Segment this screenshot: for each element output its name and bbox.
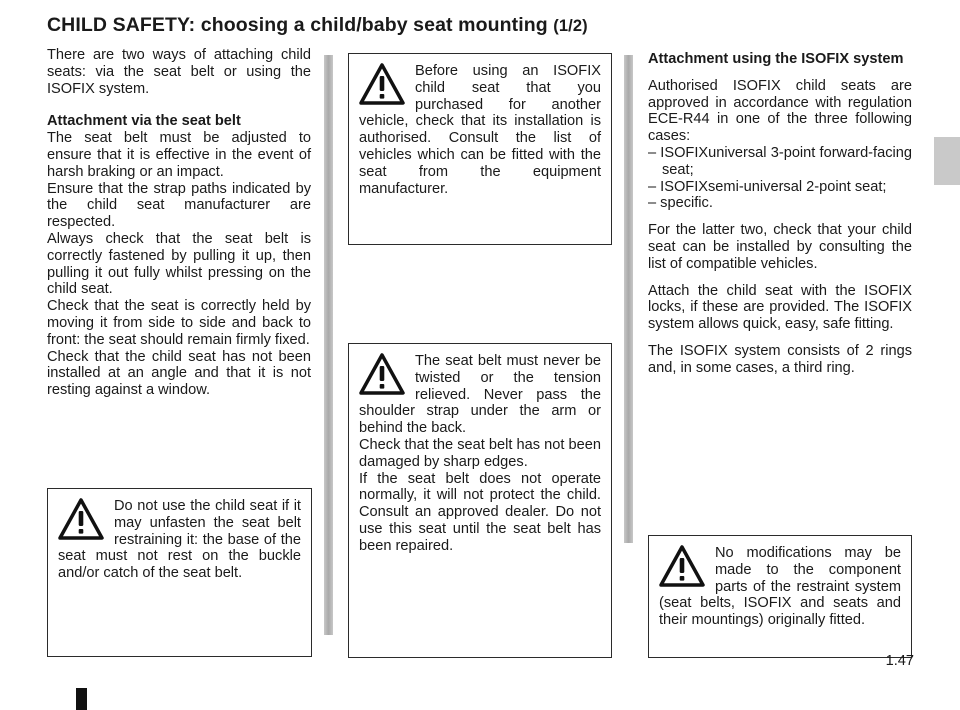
seatbelt-paragraph: Check that the seat is correctly held by moving it from side to side and back to front: the seat should remain firmly fixed. — [47, 298, 311, 348]
seatbelt-paragraph: Check that the child seat has not been installed at an angle and that it is not resting against a window. — [47, 348, 311, 399]
list-item: – ISOFIXuniversal 3-point forward-facing seat; — [648, 144, 912, 178]
column-divider-left — [324, 55, 333, 635]
warning-text: Before using an ISOFIX child seat that you purchased for another vehicle, check that its installation is authorised. Consult the list of vehicles which can be fitted with the seat from the equipment manufacturer. — [359, 63, 601, 197]
column-seatbelt — [47, 47, 311, 399]
warning-text: If the seat belt does not operate normally, it will not protect the child. Consult an approved dealer. Do not use this seat until the seat belt has been repaired. — [359, 470, 601, 554]
warning-box-no-modifications — [648, 535, 912, 658]
title-part-indicator: (1/2) — [553, 17, 588, 35]
isofix-paragraph: For the latter two, check that your child seat can be installed by consulting the list of compatible vehicles. — [648, 222, 912, 272]
page-number: 1.47 — [885, 653, 914, 669]
warning-text: The seat belt must never be twisted or the tension relieved. Never pass the shoulder strap under the arm or behind the back. — [359, 353, 601, 437]
intro-paragraph: There are two ways of attaching child seats: via the seat belt or using the ISOFIX system. — [47, 47, 311, 97]
list-item: – specific. — [648, 195, 713, 212]
seatbelt-paragraph: Always check that the seat belt is correctly fastened by pulling it up, then pulling it out fully whilst pressing on the child seat. — [47, 230, 311, 298]
warning-triangle-icon — [359, 63, 405, 105]
warning-triangle-icon — [659, 545, 705, 587]
warning-triangle-icon — [58, 498, 104, 540]
isofix-paragraph: The ISOFIX system consists of 2 rings and, in some cases, a third ring. — [648, 342, 912, 376]
isofix-intro: Authorised ISOFIX child seats are approved in accordance with regulation ECE-R44 in one of the three following cases: — [648, 77, 912, 145]
section-tab-marker — [934, 137, 960, 185]
seatbelt-paragraph: The seat belt must be adjusted to ensure that it is effective in the event of harsh braking or an impact. — [47, 130, 311, 180]
warning-box-seat-base — [47, 488, 312, 657]
seatbelt-paragraph: Ensure that the strap paths indicated by the child seat manufacturer are respected. — [47, 180, 311, 231]
isofix-heading: Attachment using the ISOFIX system — [648, 51, 904, 67]
warning-text: No modifications may be made to the component parts of the restraint system (seat belts, ISOFIX and seats and their mountings) originally fitted. — [659, 545, 901, 629]
warning-triangle-icon — [359, 353, 405, 395]
warning-box-isofix-purchase — [348, 53, 612, 245]
column-isofix — [648, 51, 912, 377]
warning-box-belt-condition — [348, 343, 612, 658]
title-main: CHILD SAFETY: choosing a child/baby seat mounting — [47, 14, 548, 36]
list-item: – ISOFIXsemi-universal 2-point seat; — [648, 178, 887, 195]
corner-crop-mark — [76, 688, 87, 710]
warning-text: Check that the seat belt has not been damaged by sharp edges. — [359, 436, 601, 470]
isofix-paragraph: Attach the child seat with the ISOFIX locks, if these are provided. The ISOFIX system allows quick, easy, safe fitting. — [648, 282, 912, 333]
column-divider-right — [624, 55, 633, 543]
warning-text: Do not use the child seat if it may unfasten the seat belt restraining it: the base of the seat must not rest on the buckle and/or catch of the seat belt. — [58, 498, 301, 582]
page-title — [47, 14, 927, 37]
seatbelt-heading: Attachment via the seat belt — [47, 113, 241, 130]
